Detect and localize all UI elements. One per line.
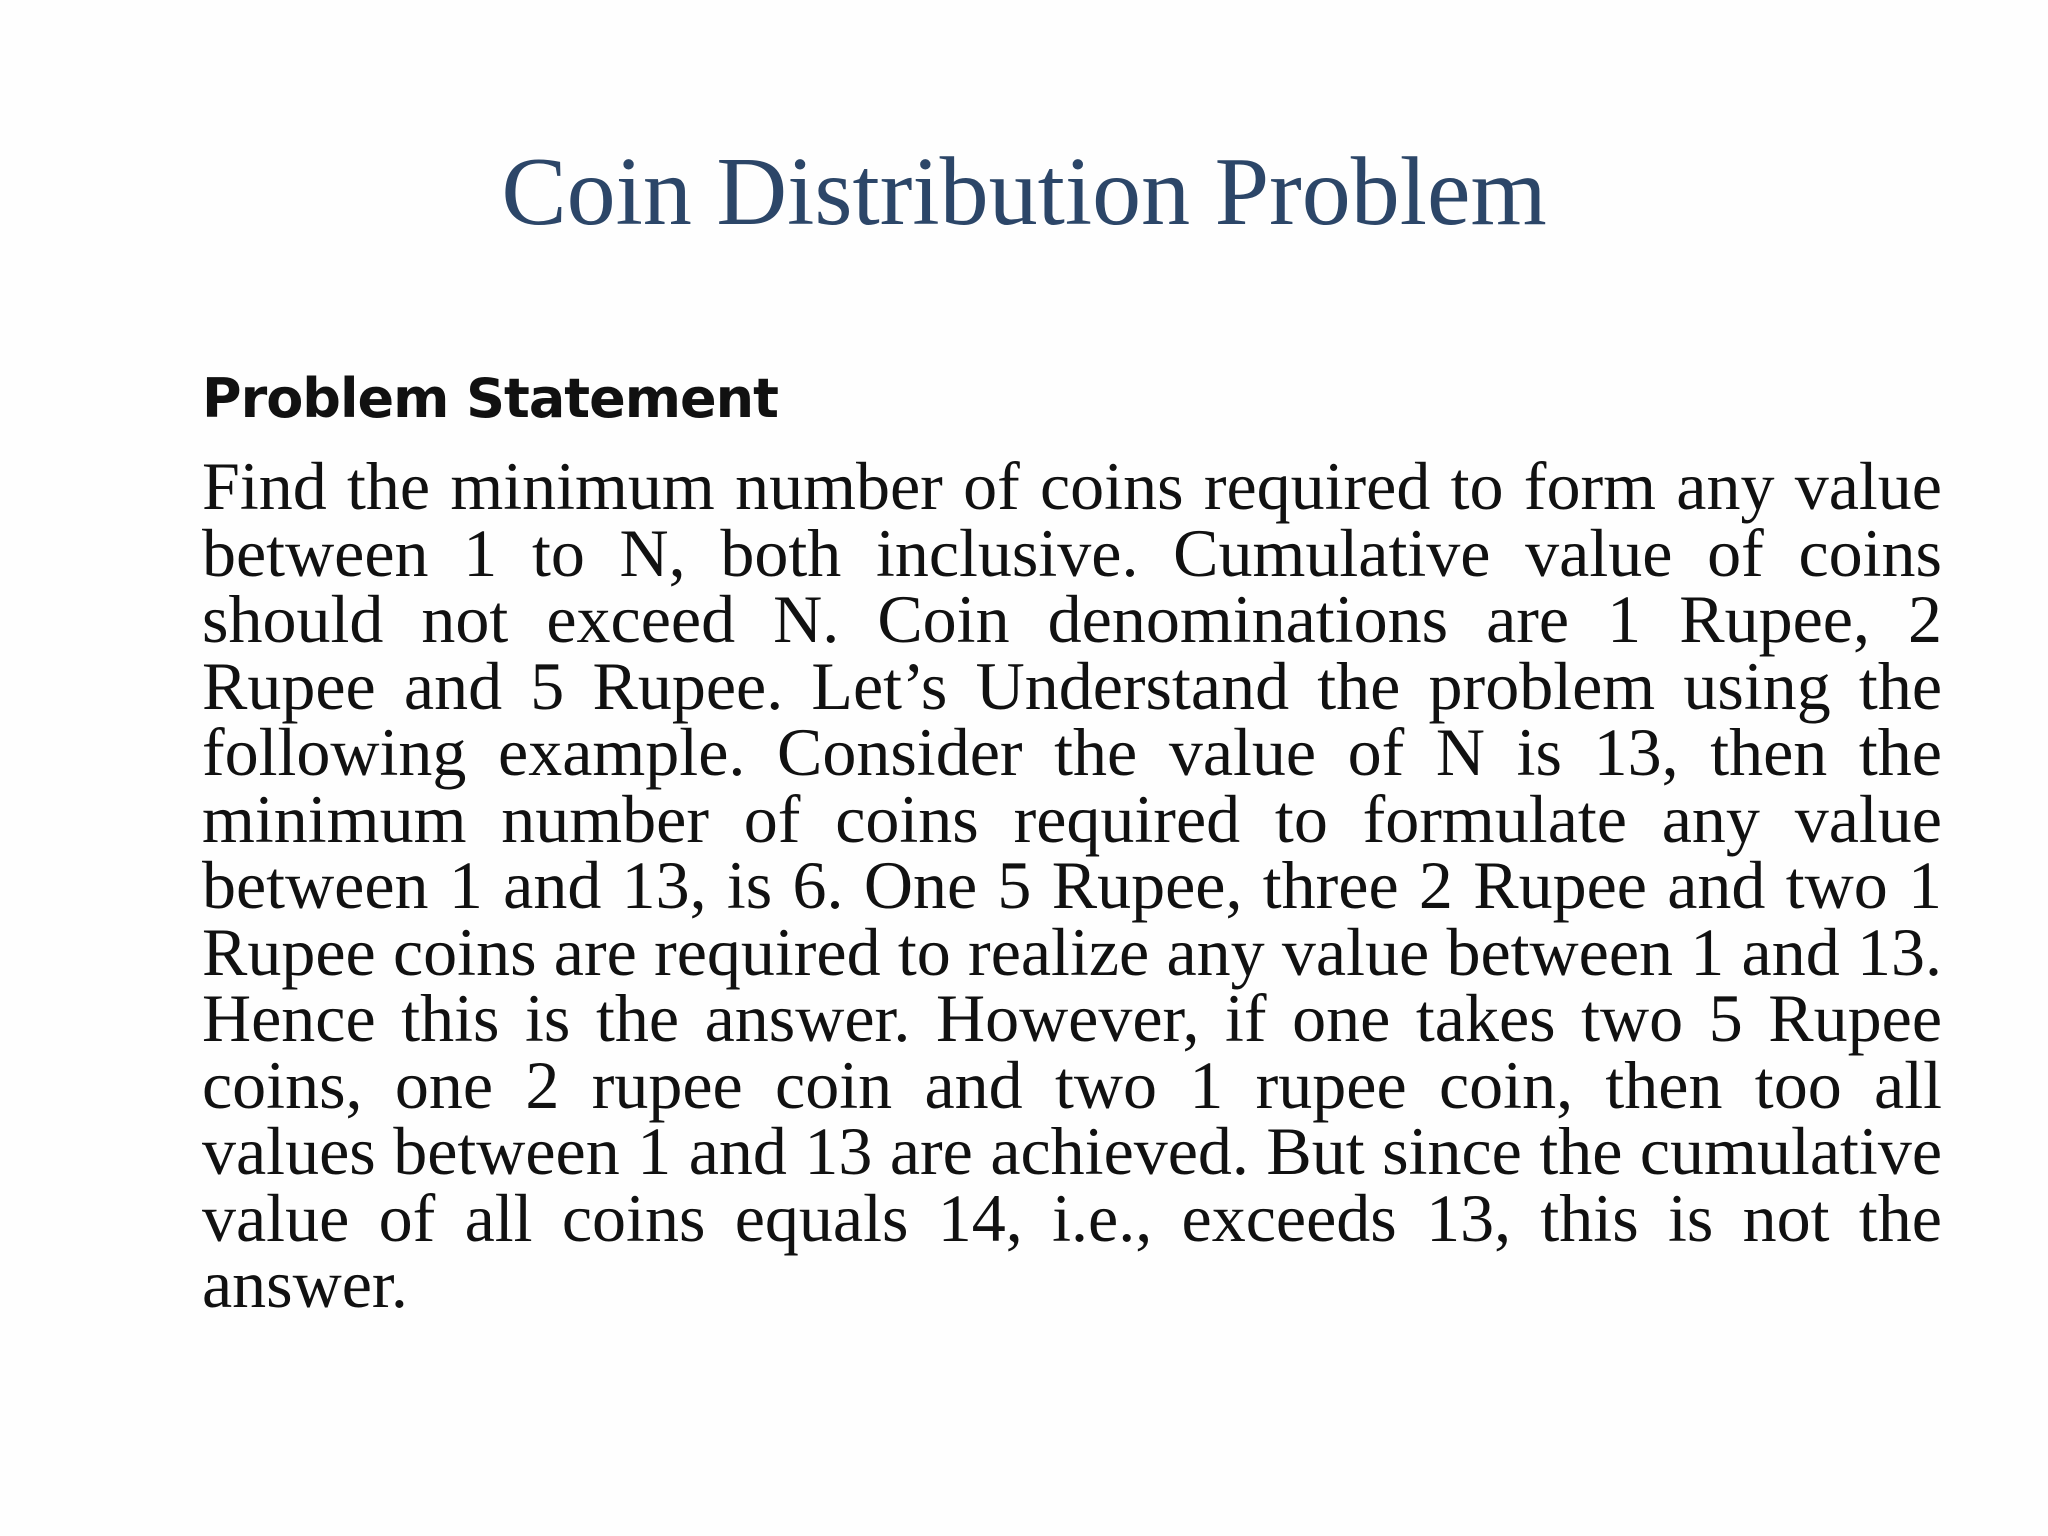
slide-title: Coin Distribution Problem bbox=[501, 138, 1547, 246]
problem-statement-text: Find the minimum number of coins required to form any value between 1 to N, both inclusive. Cumulative value of coins should not exceed N. Coin denominations are 1 Rupee, 2 Rupee and 5 Rupee. Let’s Understand the problem using the following example. Consider the value of N is 13, then the minimum number of coins required to formulate any value between 1 and 13, is 6. One 5 Rupee, three 2 Rupee and two 1 Rupee coins are required to realize any value between 1 and 13. Hence this is the answer. However, if one takes two 5 Rupee coins, one 2 rupee coin and two 1 rupee coin, then too all values between 1 and 13 are achieved. But since the cumulative value of all coins equals 14, i.e., exceeds 13, this is not the answer. bbox=[202, 448, 1942, 1322]
section-heading: Problem Statement bbox=[202, 367, 778, 430]
